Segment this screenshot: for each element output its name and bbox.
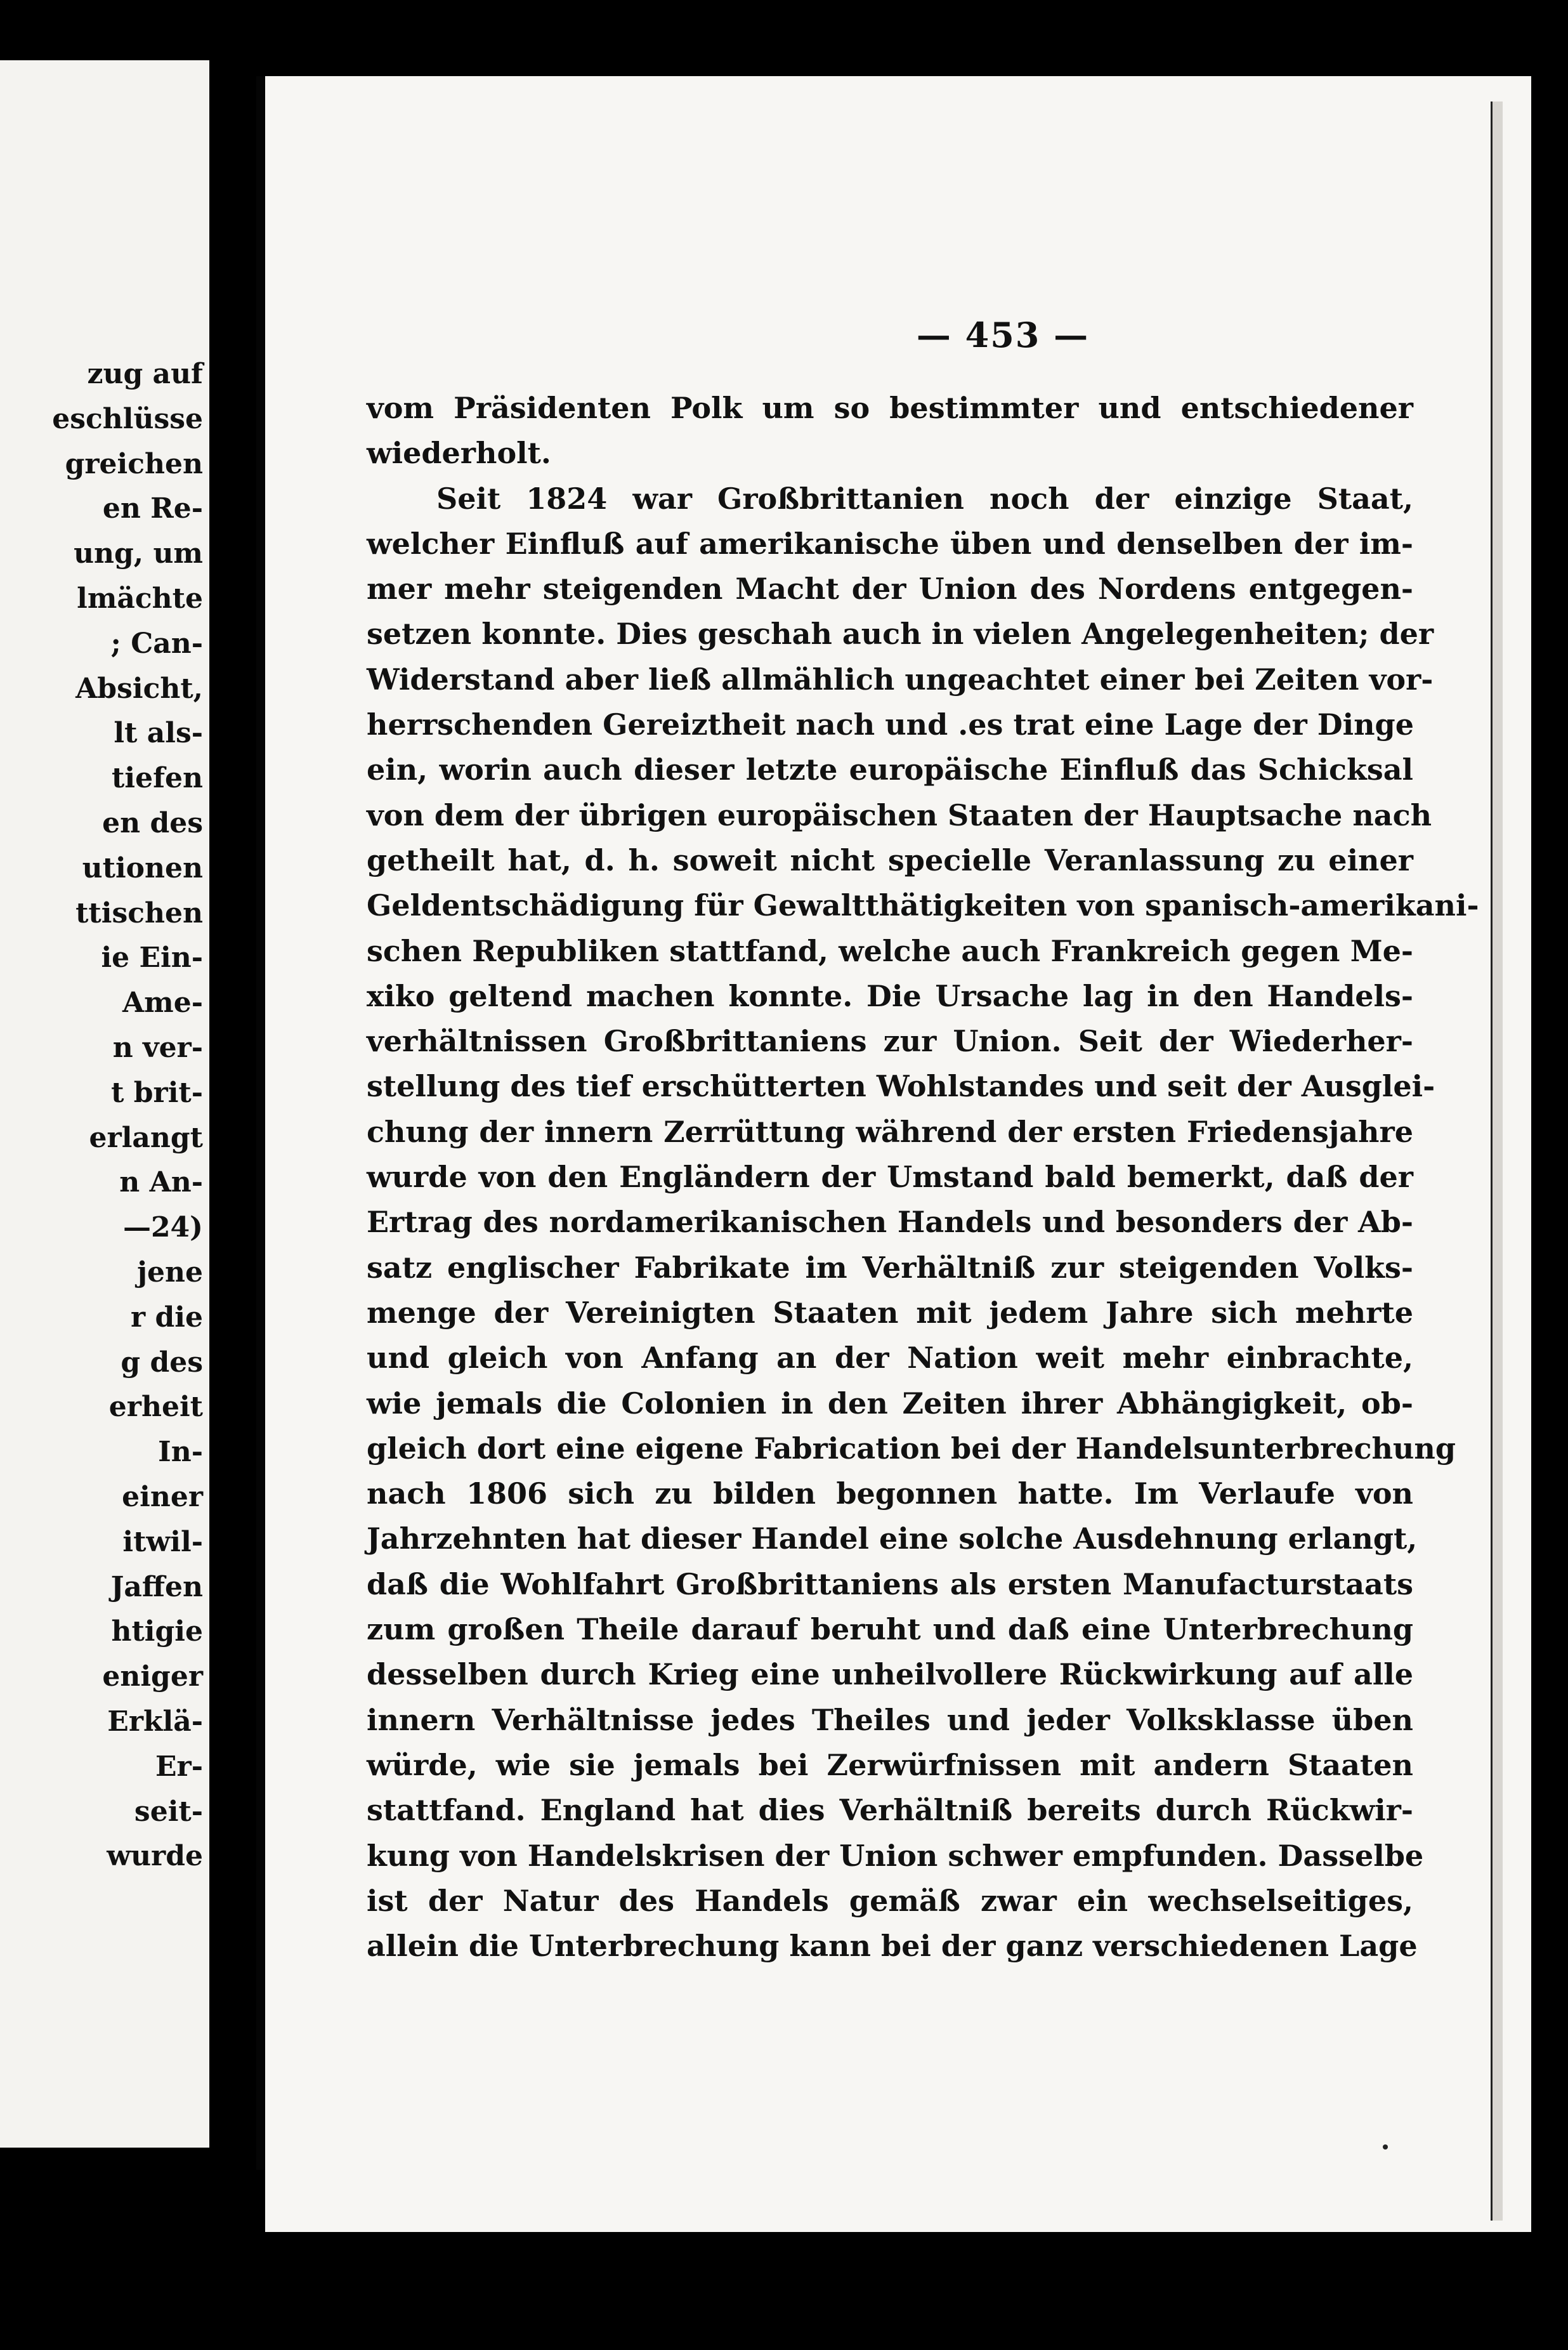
text-line: von dem der übrigen europäischen Staaten der Hauptsache nach xyxy=(367,798,1432,832)
text-line: ist der Natur des Handels gemäß zwar ein wechselseitiges, xyxy=(367,1883,1413,1918)
text-line: gleich dort eine eigene Fabrication bei der Handelsunterbrechung xyxy=(367,1431,1456,1466)
left-page-line-fragment: utionen xyxy=(82,851,203,884)
left-page-line-fragment: Jaffen xyxy=(110,1570,203,1603)
left-page-line-fragment: ttischen xyxy=(75,896,203,929)
text-line: schen Republiken stattfand, welche auch Frankreich gegen Me- xyxy=(367,933,1413,968)
left-page-line-fragment: eschlüsse xyxy=(52,402,203,435)
text-line: würde, wie sie jemals bei Zerwürfnissen mit andern Staaten xyxy=(367,1747,1413,1782)
left-page-line-fragment: n ver- xyxy=(112,1031,203,1064)
page-body-text xyxy=(367,386,1479,1969)
left-page-line-fragment: itwil- xyxy=(122,1525,203,1558)
page-gutter-line xyxy=(256,76,264,2170)
left-page-fragment xyxy=(0,60,209,2148)
left-page-line-fragment: Er- xyxy=(155,1750,203,1783)
text-line: innern Verhältnisse jedes Theiles und jeder Volksklasse üben xyxy=(367,1702,1413,1737)
text-line: setzen konnte. Dies geschah auch in vielen Angelegenheiten; der xyxy=(367,617,1434,652)
text-line: welcher Einfluß auf amerikanische üben und denselben der im- xyxy=(367,526,1413,561)
text-line: getheilt hat, d. h. soweit nicht specielle Veranlassung zu einer xyxy=(367,843,1413,877)
text-line: Jahrzehnten hat dieser Handel eine solche Ausdehnung erlangt, xyxy=(367,1521,1418,1556)
scan-speck xyxy=(1383,2144,1388,2150)
page-number: — 453 — xyxy=(916,315,1090,355)
left-page-line-fragment: einer xyxy=(122,1480,203,1513)
left-page-line-fragment: Erklä- xyxy=(107,1705,203,1738)
text-line: vom Präsidenten Polk um so bestimmter und entschiedener xyxy=(367,391,1413,425)
left-page-line-fragment: greichen xyxy=(65,447,203,480)
text-line: verhältnissen Großbrittaniens zur Union. Seit der Wiederher- xyxy=(367,1024,1413,1059)
left-page-line-fragment: eniger xyxy=(102,1660,203,1693)
page-edge-stack xyxy=(1491,102,1503,2221)
left-page-line-fragment: seit- xyxy=(134,1795,203,1828)
book-page xyxy=(265,76,1531,2232)
left-page-line-fragment: tiefen xyxy=(112,762,203,795)
text-line: satz englischer Fabrikate im Verhältniß zur steigenden Volks- xyxy=(367,1250,1413,1285)
left-page-line-fragment: wurde xyxy=(107,1840,203,1873)
left-page-line-fragment: Ame- xyxy=(122,987,203,1020)
text-line: wie jemals die Colonien in den Zeiten ihrer Abhängigkeit, ob- xyxy=(367,1386,1413,1421)
paragraph xyxy=(367,386,1413,476)
text-line: Widerstand aber ließ allmählich ungeachtet einer bei Zeiten vor- xyxy=(367,662,1434,697)
left-page-line-fragment: htigie xyxy=(111,1615,203,1648)
text-line: herrschenden Gereiztheit nach und .es trat eine Lage der Dinge xyxy=(367,707,1414,742)
text-line: ein, worin auch dieser letzte europäische Einfluß das Schicksal xyxy=(367,752,1413,787)
left-page-line-fragment: g des xyxy=(121,1346,203,1379)
left-page-line-fragment: In- xyxy=(158,1436,203,1469)
text-line: desselben durch Krieg eine unheilvollere Rückwirkung auf alle xyxy=(367,1657,1413,1692)
text-line: chung der innern Zerrüttung während der ersten Friedensjahre xyxy=(367,1114,1413,1149)
left-page-line-fragment: erheit xyxy=(108,1391,203,1424)
text-line: stellung des tief erschütterten Wohlstandes und seit der Ausglei- xyxy=(367,1069,1435,1104)
text-line: xiko geltend machen konnte. Die Ursache lag in den Handels- xyxy=(367,978,1413,1013)
left-page-line-fragment: ; Can- xyxy=(110,627,203,660)
paragraph xyxy=(367,476,1479,1969)
left-page-line-fragment: —24) xyxy=(122,1211,203,1244)
text-line: kung von Handelskrisen der Union schwer empfunden. Dasselbe xyxy=(367,1838,1424,1873)
left-page-line-fragment: jene xyxy=(137,1256,203,1289)
left-page-line-fragment: erlangt xyxy=(89,1121,203,1154)
text-line: nach 1806 sich zu bilden begonnen hatte. Im Verlaufe von xyxy=(367,1476,1413,1511)
left-page-line-fragment: t brit- xyxy=(111,1076,203,1109)
left-page-line-fragment: lmächte xyxy=(77,582,203,615)
left-page-line-fragment: Absicht, xyxy=(75,672,203,705)
left-page-line-fragment: lt als- xyxy=(114,717,203,750)
left-page-line-fragment: r die xyxy=(131,1301,203,1334)
left-page-line-fragment: ie Ein- xyxy=(101,942,203,975)
text-line: daß die Wohlfahrt Großbrittaniens als ersten Manufacturstaats xyxy=(367,1566,1413,1601)
page-header xyxy=(265,315,1531,355)
text-line: Seit 1824 war Großbrittanien noch der einzige Staat, xyxy=(436,481,1413,516)
text-line: mer mehr steigenden Macht der Union des Nordens entgegen- xyxy=(367,572,1413,607)
text-line: menge der Vereinigten Staaten mit jedem Jahre sich mehrte xyxy=(367,1295,1413,1330)
left-page-line-fragment: zug auf xyxy=(87,358,203,390)
left-page-line-fragment: en Re- xyxy=(102,492,203,525)
text-line: wurde von den Engländern der Umstand bald bemerkt, daß der xyxy=(367,1160,1413,1195)
text-line: stattfand. England hat dies Verhältniß bereits durch Rückwir- xyxy=(367,1793,1413,1828)
left-page-text-column xyxy=(6,352,203,1879)
text-line: Geldentschädigung für Gewaltthätigkeiten von spanisch-amerikani- xyxy=(367,888,1479,923)
text-line: wiederholt. xyxy=(367,436,551,471)
text-line: allein die Unterbrechung kann bei der ganz verschiedenen Lage xyxy=(367,1929,1418,1964)
text-line: und gleich von Anfang an der Nation weit mehr einbrachte, xyxy=(367,1341,1413,1375)
left-page-line-fragment: n An- xyxy=(119,1166,203,1199)
text-line: zum großen Theile darauf beruht und daß eine Unterbrechung xyxy=(367,1612,1413,1647)
left-page-line-fragment: ung, um xyxy=(74,537,203,570)
left-page-line-fragment: en des xyxy=(102,806,203,839)
text-line: Ertrag des nordamerikanischen Handels und besonders der Ab- xyxy=(367,1205,1413,1240)
